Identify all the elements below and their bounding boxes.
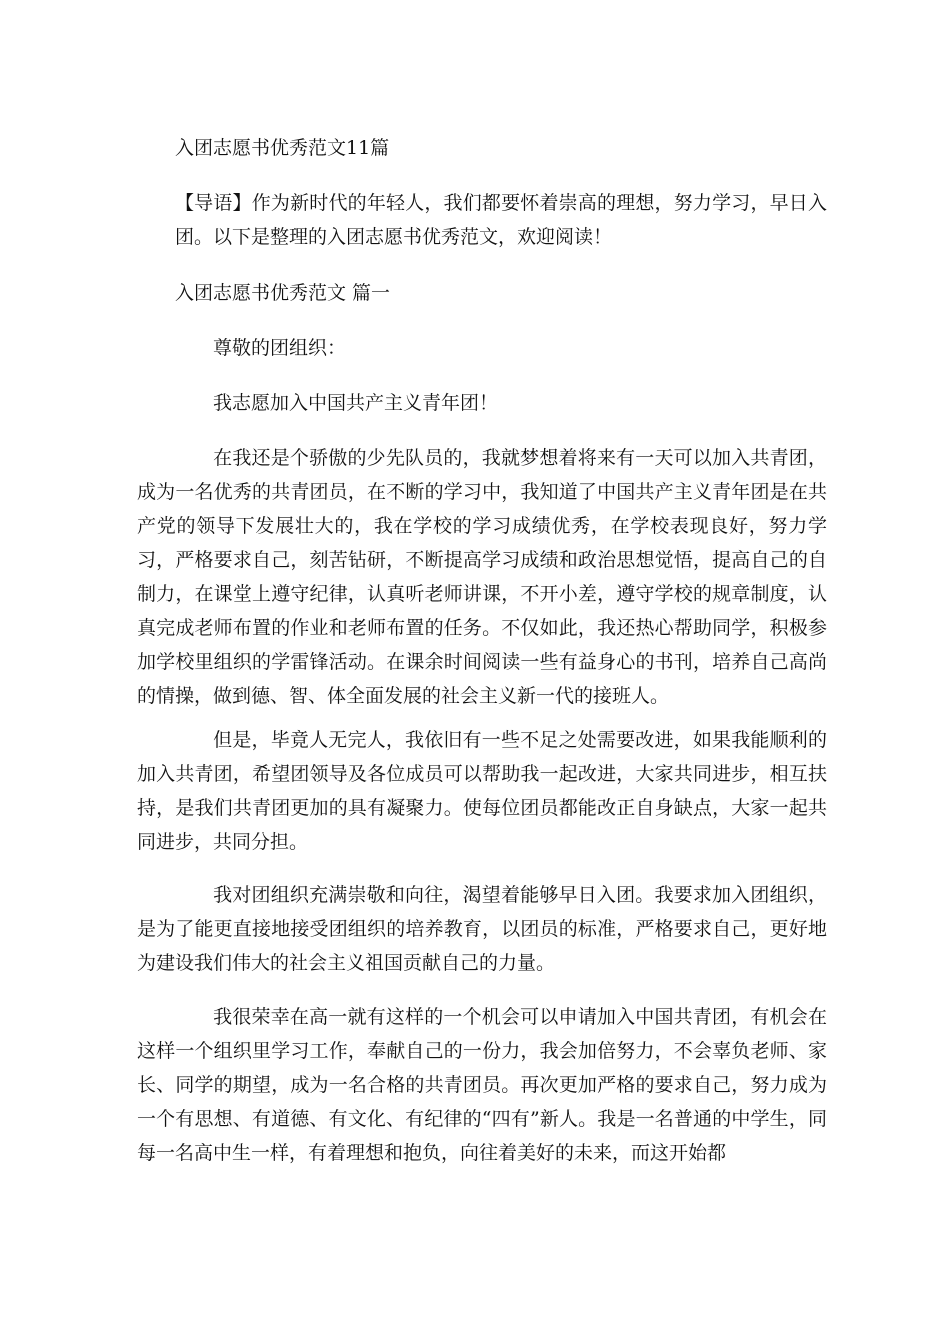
intro-paragraph: 【导语】作为新时代的年轻人，我们都要怀着崇高的理想，努力学习，早日入团。以下是整理的入团志愿书优秀范文，欢迎阅读！ [175,192,827,248]
body-paragraph-1 [137,441,827,713]
salutation: 尊敬的团组织： [213,337,347,359]
body-paragraph-3-text: 我对团组织充满崇敬和向往，渴望着能够早日入团。我要求加入团组织，是为了能更直接地接受团组织的培养教育，以团员的标准，严格要求自己，更好地为建设我们伟大的社会主义祖国贡献自己的力量。 [137,884,827,974]
declaration: 我志愿加入中国共产主义青年团！ [213,392,499,414]
body-paragraph-1-text: 在我还是个骄傲的少先队员的，我就梦想着将来有一天可以加入共青团，成为一名优秀的共青团员，在不断的学习中，我知道了中国共产主义青年团是在共产党的领导下发展壮大的，我在学校的学习成绩优秀，在学校表现良好，努力学习，严格要求自己，刻苦钻研，不断提高学习成绩和政治思想觉悟，提高自己的自制力，在课堂上遵守纪律，认真听老师讲课，不开小差，遵守学校的规章制度，认真完成老师布置的作业和老师布置的任务。不仅如此，我还热心帮助同学，积极参加学校里组织的学雷锋活动。在课余时间阅读一些有益身心的书刊，培养自己高尚的情操，做到德、智、体全面发展的社会主义新一代的接班人。 [137,447,827,707]
body-paragraph-4-text: 我很荣幸在高一就有这样的一个机会可以申请加入中国共青团，有机会在这样一个组织里学习工作，奉献自己的一份力，我会加倍努力，不会辜负老师、家长、同学的期望，成为一名合格的共青团员。再次更加严格的要求自己，努力成为一个有思想、有道德、有文化、有纪律的“四有”新人。我是一名普通的中学生，同每一名高中生一样，有着理想和抱负，向往着美好的未来，而这开始都 [137,1006,827,1164]
section-heading: 入团志愿书优秀范文 篇一 [175,282,391,304]
body-paragraph-2-text: 但是，毕竟人无完人，我依旧有一些不足之处需要改进，如果我能顺利的加入共青团，希望团领导及各位成员可以帮助我一起改进，大家共同进步，相互扶持，是我们共青团更加的具有凝聚力。使每位团员都能改正自身缺点，大家一起共同进步，共同分担。 [137,729,827,853]
body-paragraph-4 [137,1000,827,1170]
document-title: 入团志愿书优秀范文11篇 [175,137,390,159]
document-page [137,0,827,1344]
body-paragraph-2 [137,723,827,859]
body-paragraph-3 [137,878,827,980]
